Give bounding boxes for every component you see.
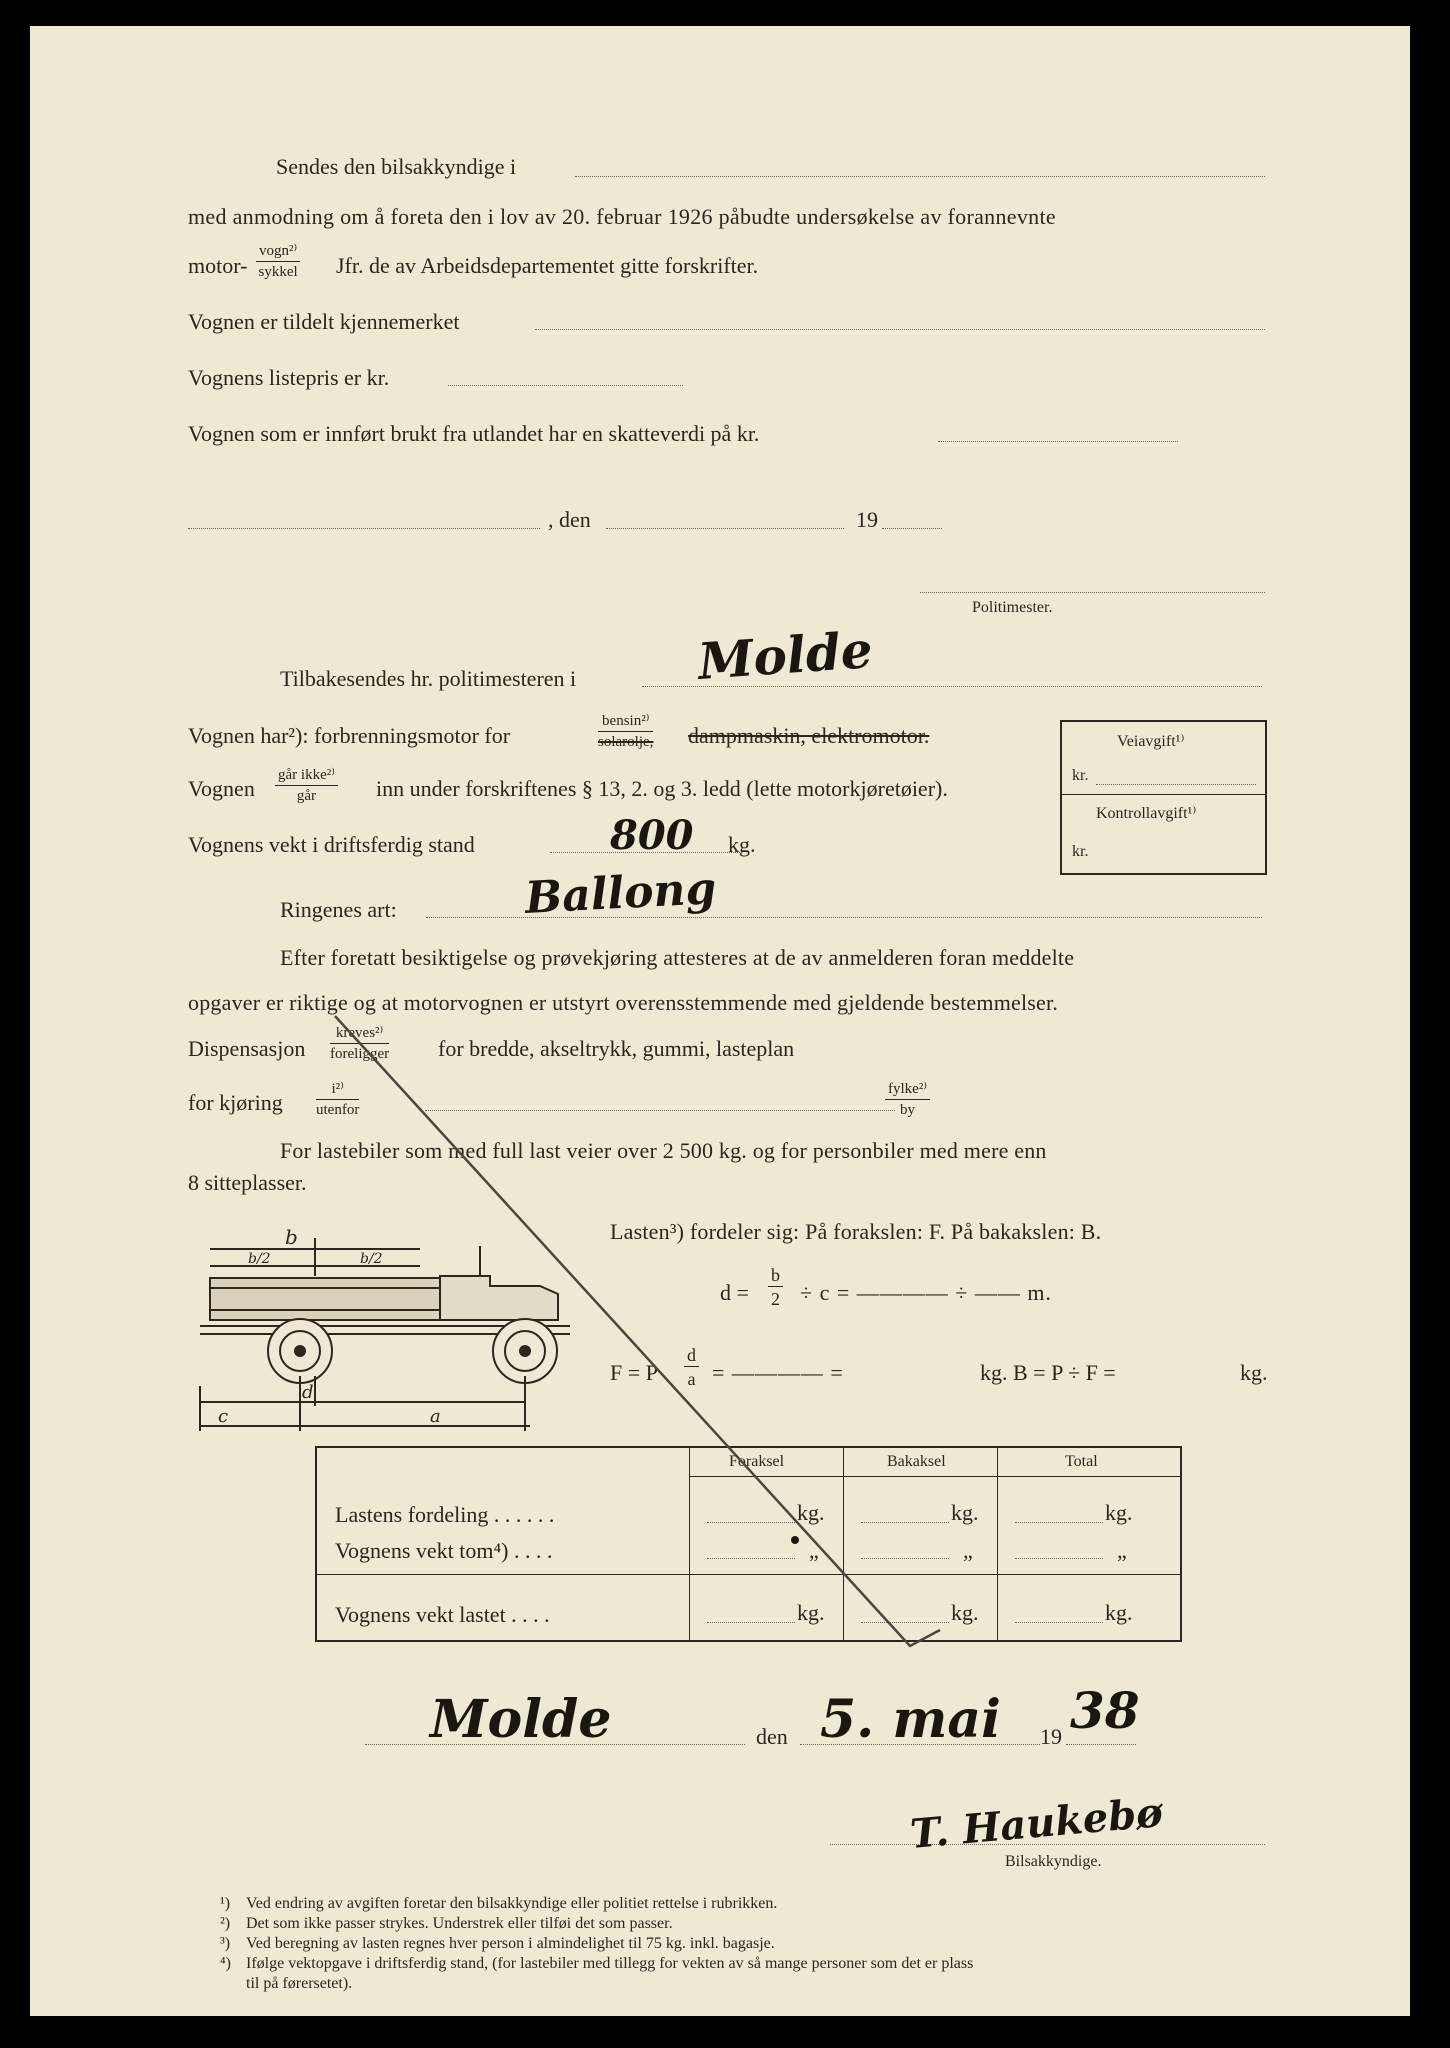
truck-cab: [440, 1276, 558, 1320]
cell-lastens-total-unit: kg.: [1105, 1500, 1133, 1525]
line-kjennemerke: Vognen er tildelt kjennemerket: [188, 309, 460, 334]
field-veiavgift[interactable]: [1096, 784, 1256, 785]
label-veiavgift: Veiavgift¹⁾: [1117, 733, 1185, 750]
field-place[interactable]: [188, 528, 540, 529]
line-lastebiler1: For lastebiler som med full last veier over 2 500 kg. og for personbiler med mere enn: [280, 1138, 1047, 1163]
field-date[interactable]: [606, 528, 844, 529]
cell-tom-total[interactable]: [1015, 1558, 1103, 1559]
cell-lastens-bakaksel[interactable]: [861, 1522, 949, 1523]
handwritten-sign-place: Molde: [430, 1689, 612, 1750]
footnote-4-cont: til på førersetet).: [246, 1975, 353, 1992]
handwritten-molde: Molde: [696, 619, 875, 692]
formula-f-right: kg. B = P ÷ F =: [980, 1360, 1116, 1385]
frac-sykkel: sykkel: [258, 264, 298, 280]
label-bilsakkyndige: Bilsakkyndige.: [1005, 1853, 1102, 1870]
motor-suffix: Jfr. de av Arbeidsdepartementet gitte forskrifter.: [336, 253, 759, 278]
kjoring-fraction: [316, 1082, 359, 1118]
footnote-2: Det som ikke passer strykes. Understrek eller tilføi det som passer.: [246, 1915, 673, 1932]
motor-prefix: motor-: [188, 253, 248, 278]
formula-f-end: kg.: [1240, 1360, 1268, 1385]
box-divider: [1062, 794, 1265, 795]
truck-diagram: [190, 1216, 590, 1446]
frac-b: b: [768, 1266, 783, 1287]
footnote-3-mark: ³): [220, 1935, 231, 1952]
cell-lastet-total[interactable]: [1015, 1622, 1103, 1623]
cell-lastet-foraksel-unit: kg.: [797, 1600, 825, 1625]
footnote-3: Ved beregning av lasten regnes hver person i almindelighet til 75 kg. inkl. bagasje.: [246, 1935, 775, 1952]
cell-lastens-total[interactable]: [1015, 1522, 1103, 1523]
handwritten-sign-year: 38: [1070, 1681, 1140, 1740]
frac-foreligger: foreligger: [330, 1046, 390, 1062]
th-foraksel: Foraksel: [729, 1453, 785, 1470]
line-lastebiler2: 8 sitteplasser.: [188, 1170, 307, 1195]
label-kr-kontroll: kr.: [1072, 843, 1089, 860]
avgift-box: [1060, 720, 1267, 875]
frac-gar: går: [296, 788, 317, 804]
label-politimester: Politimester.: [972, 599, 1053, 616]
cell-tom-bakaksel[interactable]: [861, 1558, 949, 1559]
fuel-fraction: [598, 714, 653, 750]
field-listepris[interactable]: [448, 385, 683, 386]
sign-den: den: [756, 1724, 788, 1749]
dim-a: a: [430, 1406, 441, 1427]
line-vognen-har: Vognen har²): forbrenningsmotor for: [188, 723, 511, 748]
field-politimester-sign[interactable]: [920, 592, 1265, 593]
formula-d-eq: d =: [720, 1280, 749, 1305]
frac-utenfor: utenfor: [316, 1102, 360, 1118]
row-tom-label: Vognens vekt tom⁴) . . . .: [335, 1538, 553, 1563]
field-kjoring[interactable]: [425, 1110, 895, 1111]
footnote-4-mark: ⁴): [220, 1955, 231, 1972]
vekt-kg: kg.: [728, 832, 756, 857]
line-efter2: opgaver er riktige og at motorvognen er utstyrt overensstemmende med gjeldende bestemmelser.: [188, 990, 1059, 1015]
dim-c: c: [218, 1406, 229, 1427]
cell-lastens-foraksel[interactable]: [707, 1522, 795, 1523]
line-tilbakesendes: Tilbakesendes hr. politimesteren i: [280, 666, 577, 691]
field-year[interactable]: [882, 528, 942, 529]
cell-tom-total-unit: „: [1117, 1538, 1127, 1563]
cell-lastet-bakaksel-unit: kg.: [951, 1600, 979, 1625]
footnote-4: Ifølge vektopgave i driftsferdig stand, (for lastebiler med tillegg for vekten av så mange personer som det er plass: [246, 1955, 974, 1972]
year-prefix: 19: [856, 507, 878, 532]
form-page: [30, 26, 1410, 2016]
line-listepris: Vognens listepris er kr.: [188, 365, 390, 390]
cell-lastens-bakaksel-unit: kg.: [951, 1500, 979, 1525]
gar-fraction: [275, 768, 338, 804]
footnote-1: Ved endring av avgiften foretar den bilsakkyndige eller politiet rettelse i rubrikken.: [246, 1895, 778, 1912]
line-lasten: Lasten³) fordeler sig: På forakslen: F. På bakakslen: B.: [610, 1219, 1102, 1244]
label-kr-vei: kr.: [1072, 767, 1089, 784]
frac-gar-ikke: går ikke²⁾: [275, 768, 338, 786]
frac-kreves: kreves²⁾: [330, 1026, 389, 1044]
frac-i: i²⁾: [316, 1082, 359, 1100]
struck-dampmaskin: dampmaskin, elektromotor.: [688, 723, 930, 748]
truck-bed: [210, 1278, 440, 1320]
footnote-1-mark: ¹): [220, 1895, 231, 1912]
frac-fylke: fylke²⁾: [885, 1082, 930, 1100]
fylke-fraction: [885, 1082, 930, 1118]
line-kjoring: for kjøring: [188, 1090, 283, 1115]
frac-vogn: vogn²⁾: [256, 244, 300, 262]
cell-lastet-foraksel[interactable]: [707, 1622, 795, 1623]
disp-fraction: [330, 1026, 389, 1062]
field-skatteverdi[interactable]: [938, 441, 1178, 442]
cell-tom-bakaksel-unit: „: [963, 1538, 973, 1563]
formula-f-left: F = P: [610, 1360, 658, 1385]
line-den: , den: [548, 507, 591, 532]
dim-b: b: [285, 1225, 298, 1249]
formula-f-rest: = ———— =: [712, 1360, 844, 1385]
handwritten-ballong: Ballong: [523, 863, 718, 924]
line-vekt: Vognens vekt i driftsferdig stand: [188, 832, 475, 857]
cell-lastet-bakaksel[interactable]: [861, 1622, 949, 1623]
dim-b-half-left: b/2: [248, 1251, 271, 1267]
disp-suffix: for bredde, akseltrykk, gummi, lasteplan: [438, 1036, 795, 1061]
cell-tom-foraksel[interactable]: [707, 1558, 795, 1559]
line-dispensasjon: Dispensasjon: [188, 1036, 306, 1061]
frac-solarolje: solarolje,: [598, 734, 654, 750]
dim-d: d: [302, 1382, 314, 1403]
handwritten-vekt: 800: [610, 812, 694, 859]
field-kjennemerke[interactable]: [535, 329, 1265, 330]
footnote-2-mark: ²): [220, 1915, 231, 1932]
frac-d: d: [684, 1346, 699, 1367]
dim-b-half-right: b/2: [360, 1251, 383, 1267]
formula-d-rest: ÷ c = ———— ÷ —— m.: [800, 1280, 1052, 1305]
frac-2: 2: [771, 1289, 780, 1309]
cell-lastet-total-unit: kg.: [1105, 1600, 1133, 1625]
th-total: Total: [1065, 1453, 1098, 1470]
load-table: [315, 1446, 1182, 1642]
line-sendes: Sendes den bilsakkyndige i: [276, 154, 517, 179]
line-skatteverdi: Vognen som er innført brukt fra utlandet har en skatteverdi på kr.: [188, 421, 760, 446]
handwritten-sign-date: 5. mai: [820, 1689, 1001, 1750]
formula-b-frac: [768, 1266, 783, 1308]
line-forskrift: inn under forskriftenes § 13, 2. og 3. ledd (lette motorkjøretøier).: [376, 776, 948, 801]
cell-tom-foraksel-unit: „: [809, 1538, 819, 1563]
formula-d-frac: [684, 1346, 699, 1388]
frac-by: by: [900, 1102, 915, 1118]
frac-a: a: [687, 1369, 696, 1389]
cell-lastens-foraksel-unit: kg.: [797, 1500, 825, 1525]
line-ringenes: Ringenes art:: [280, 897, 397, 922]
label-kontrollavgift: Kontrollavgift¹⁾: [1096, 805, 1197, 822]
handwritten-signer: T. Haukebø: [908, 1789, 1165, 1858]
field-sign-year[interactable]: [1066, 1744, 1136, 1745]
frac-bensin: bensin²⁾: [598, 714, 653, 732]
line-anmodning: med anmodning om å foreta den i lov av 20. februar 1926 påbudte undersøkelse av forannevnte: [188, 204, 1056, 229]
line-vognen: Vognen: [188, 776, 255, 801]
th-bakaksel: Bakaksel: [887, 1453, 946, 1470]
row-lastens-label: Lastens fordeling . . . . . .: [335, 1502, 555, 1527]
sign-year-prefix: 19: [1040, 1724, 1062, 1749]
row-lastet-label: Vognens vekt lastet . . . .: [335, 1602, 550, 1627]
line-efter1: Efter foretatt besiktigelse og prøvekjøring attesteres at de av anmelderen foran meddelte: [280, 945, 1075, 970]
field-sendes[interactable]: [575, 176, 1265, 177]
motor-fraction: [256, 244, 300, 280]
